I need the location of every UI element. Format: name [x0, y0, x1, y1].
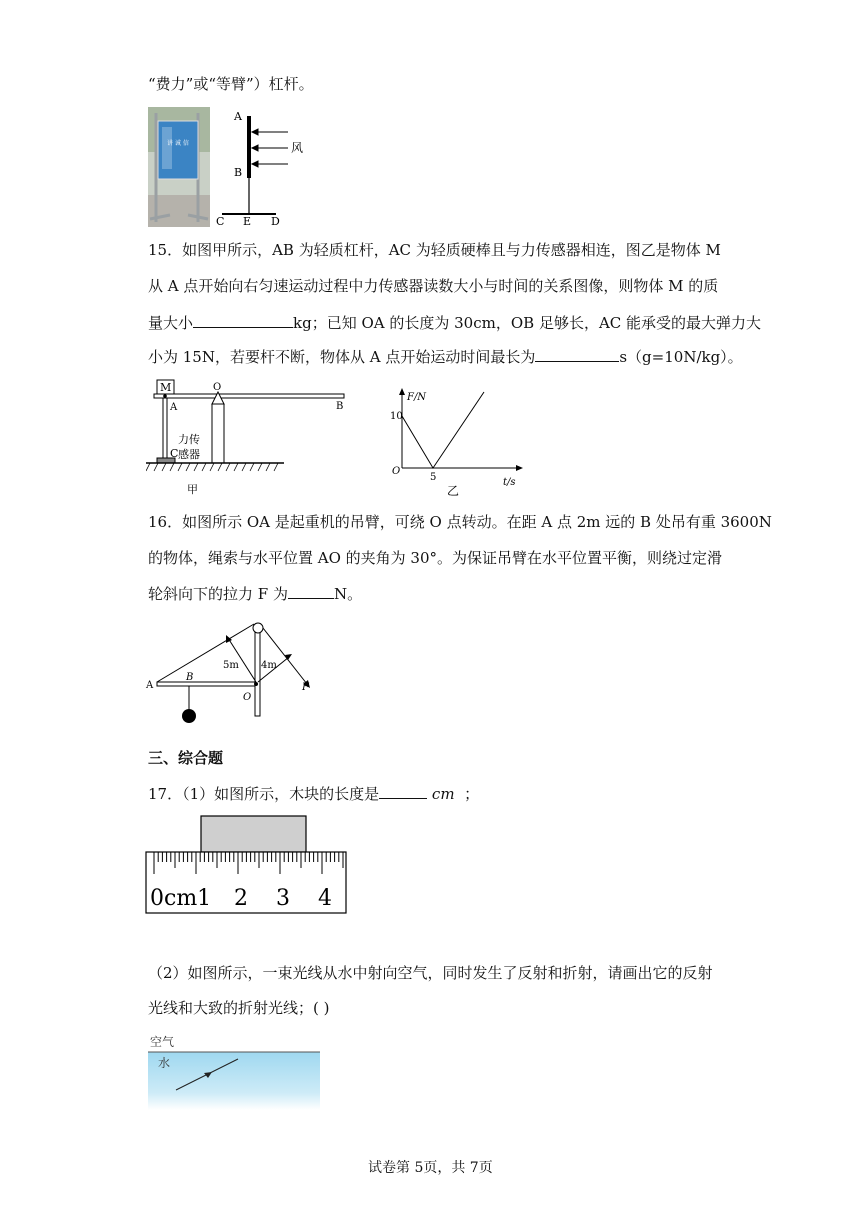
- q17-2-line-2: 光线和大致的折射光线；( ): [148, 999, 330, 1017]
- ruler-label-0cm1: 0cm1: [150, 886, 212, 911]
- label-water: 水: [158, 1056, 171, 1070]
- label-A: A: [170, 402, 178, 413]
- q16-line-3-part2: N。: [333, 585, 363, 603]
- q15-line-3-part2: kg；已知 OA 的长度为 30cm，OB 足够长，AC 能承受的最大弹力大: [293, 314, 762, 332]
- q15-line-4-part1: 小为 15N，若要杆不断，物体从 A 点开始运动时间最长为: [148, 348, 536, 366]
- blank-time[interactable]: [535, 348, 619, 362]
- label-air: 空气: [150, 1035, 175, 1049]
- x-axis-label: t/s: [503, 477, 516, 488]
- label-F: F: [302, 682, 309, 693]
- label-O: O: [213, 382, 222, 393]
- figure-15-yi-graph: [385, 380, 535, 500]
- blank-mass[interactable]: [193, 314, 293, 328]
- label-B: B: [186, 672, 194, 683]
- label-C: C: [170, 447, 179, 460]
- sensor-label-1: 力传: [178, 433, 200, 446]
- q17-1-line: [148, 785, 479, 802]
- length-4m: 4m: [261, 660, 277, 671]
- q15-line-1: 15．如图甲所示，AB 为轻质杠杆，AC 为轻质硬棒且与力传感器相连，图乙是物体 M: [148, 241, 721, 259]
- label-M: M: [160, 381, 172, 394]
- q15-line-4-part2: s（g=10N/kg）。: [619, 348, 743, 366]
- origin-label: O: [392, 466, 401, 477]
- q16-line-3-part1: 轮斜向下的拉力 F 为: [148, 585, 288, 603]
- ruler-label-4: 4: [318, 886, 332, 911]
- figure-15-jia: [146, 376, 356, 500]
- label-A: A: [234, 110, 242, 123]
- blank-force[interactable]: [288, 585, 334, 599]
- q15-line-3: [148, 314, 761, 331]
- text-line-0: “费力”或“等臂”）杠杆。: [148, 75, 314, 93]
- sign-text: 讲 诚 信: [167, 140, 189, 147]
- label-D: D: [271, 215, 280, 228]
- sign-photo: [148, 107, 210, 227]
- wind-arrows: [252, 129, 288, 167]
- page-footer: 试卷第 5页，共 7页: [368, 1160, 493, 1176]
- q16-line-2: 的物体，绳索与水平位置 AO 的夹角为 30°。为保证吊臂在水平位置平衡，则绕过定滑: [148, 549, 723, 567]
- q17-2-line-1: （2）如图所示，一束光线从水中射向空气，同时发生了反射和折射，请画出它的反射: [148, 964, 713, 982]
- water-air-figure: [146, 1032, 322, 1112]
- length-5m: 5m: [223, 660, 239, 671]
- sensor-label-2: 感器: [178, 448, 200, 461]
- y-tick-10: 10: [390, 411, 403, 422]
- wooden-block: [201, 816, 306, 852]
- wind-label: 风: [291, 141, 304, 155]
- ruler-figure: [144, 815, 350, 917]
- label-O: O: [243, 692, 252, 703]
- figure-16-crane: [144, 618, 324, 730]
- q16-line-3: [148, 585, 362, 602]
- label-E: E: [243, 215, 252, 228]
- ruler-label-2: 2: [234, 886, 248, 911]
- label-C: C: [216, 215, 225, 228]
- q17-1-part1: 17．（1）如图所示，木块的长度是: [148, 785, 380, 803]
- q15-line-2: 从 A 点开始向右匀速运动过程中力传感器读数大小与时间的关系图像，则物体 M 的质: [148, 277, 719, 295]
- label-B: B: [336, 401, 344, 412]
- x-tick-5: 5: [430, 472, 437, 483]
- q17-1-part3: ；: [464, 785, 480, 803]
- ruler-label-3: 3: [276, 886, 290, 911]
- label-B: B: [234, 166, 243, 179]
- q15-line-3-part1: 量大小: [148, 314, 194, 332]
- q16-line-1: 16．如图所示 OA 是起重机的吊臂，可绕 O 点转动。在距 A 点 2m 远的 B 处吊有重 3600N: [148, 513, 772, 531]
- caption-jia: 甲: [187, 483, 198, 496]
- caption-yi: 乙: [447, 484, 460, 498]
- label-A: A: [146, 680, 154, 691]
- section-title: 三、综合题: [148, 749, 224, 767]
- y-axis-label: F/N: [407, 392, 427, 403]
- blank-length[interactable]: [379, 785, 427, 799]
- lever-diagram-14: [212, 108, 322, 230]
- q15-line-4: [148, 348, 743, 365]
- q17-1-unit: cm: [431, 785, 455, 803]
